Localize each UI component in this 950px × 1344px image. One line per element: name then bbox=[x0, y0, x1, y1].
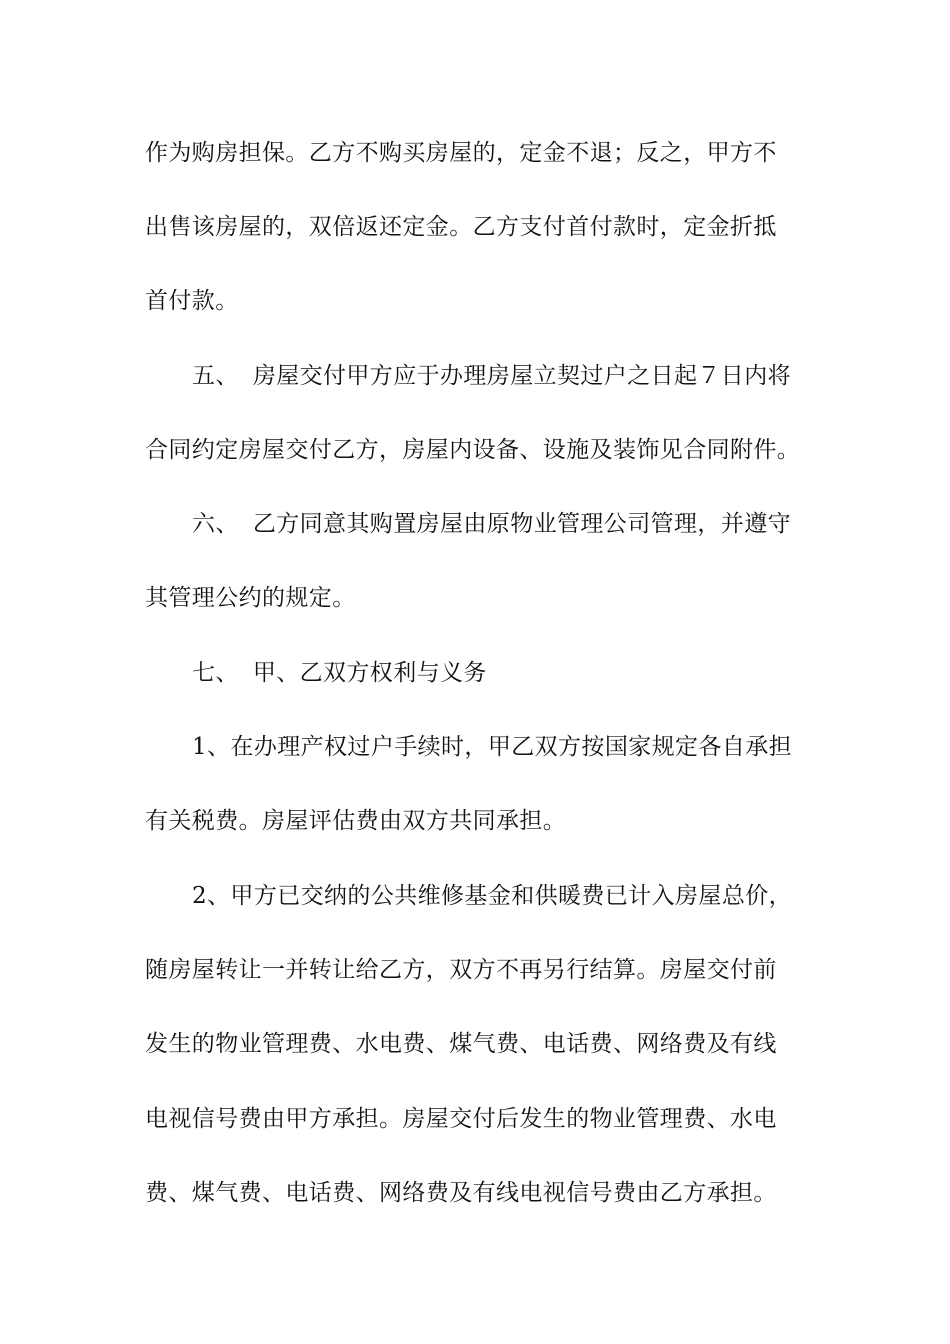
text-line: 电视信号费由甲方承担。房屋交付后发生的物业管理费、水电 bbox=[145, 1106, 777, 1132]
section-six-line bbox=[192, 509, 862, 539]
text-line: 首付款。 bbox=[145, 288, 239, 314]
text-line: 随房屋转让一并转让给乙方，双方不再另行结算。房屋交付前 bbox=[145, 957, 777, 983]
text-line: 费、煤气费、电话费、网络费及有线电视信号费由乙方承担。 bbox=[145, 1180, 777, 1206]
section-text: 房屋交付甲方应于办理房屋立契过户之日起７日内将 bbox=[252, 363, 792, 389]
text-line: 作为购房担保。乙方不购买房屋的，定金不退；反之，甲方不 bbox=[145, 140, 777, 166]
clause-2-line: 2、甲方已交纳的公共维修基金和供暖费已计入房屋总价， bbox=[192, 883, 793, 909]
text-line: 有关税费。房屋评估费由双方共同承担。 bbox=[145, 808, 567, 834]
text-line: 发生的物业管理费、水电费、煤气费、电话费、网络费及有线 bbox=[145, 1031, 777, 1057]
section-number: 六、 bbox=[192, 511, 239, 537]
section-number: 七、 bbox=[192, 660, 239, 686]
section-number: 五、 bbox=[192, 363, 239, 389]
clause-1-line: 1、在办理产权过户手续时，甲乙双方按国家规定各自承担 bbox=[192, 734, 793, 760]
text-line: 出售该房屋的，双倍返还定金。乙方支付首付款时，定金折抵 bbox=[145, 214, 777, 240]
section-five-line bbox=[192, 361, 862, 391]
section-seven-heading bbox=[192, 658, 862, 688]
section-text: 乙方同意其购置房屋由原物业管理公司管理，并遵守 bbox=[252, 511, 792, 537]
text-line: 合同约定房屋交付乙方，房屋内设备、设施及装饰见合同附件。 bbox=[145, 437, 801, 463]
text-line: 其管理公约的规定。 bbox=[145, 585, 356, 611]
section-text: 甲、乙双方权利与义务 bbox=[252, 660, 487, 686]
